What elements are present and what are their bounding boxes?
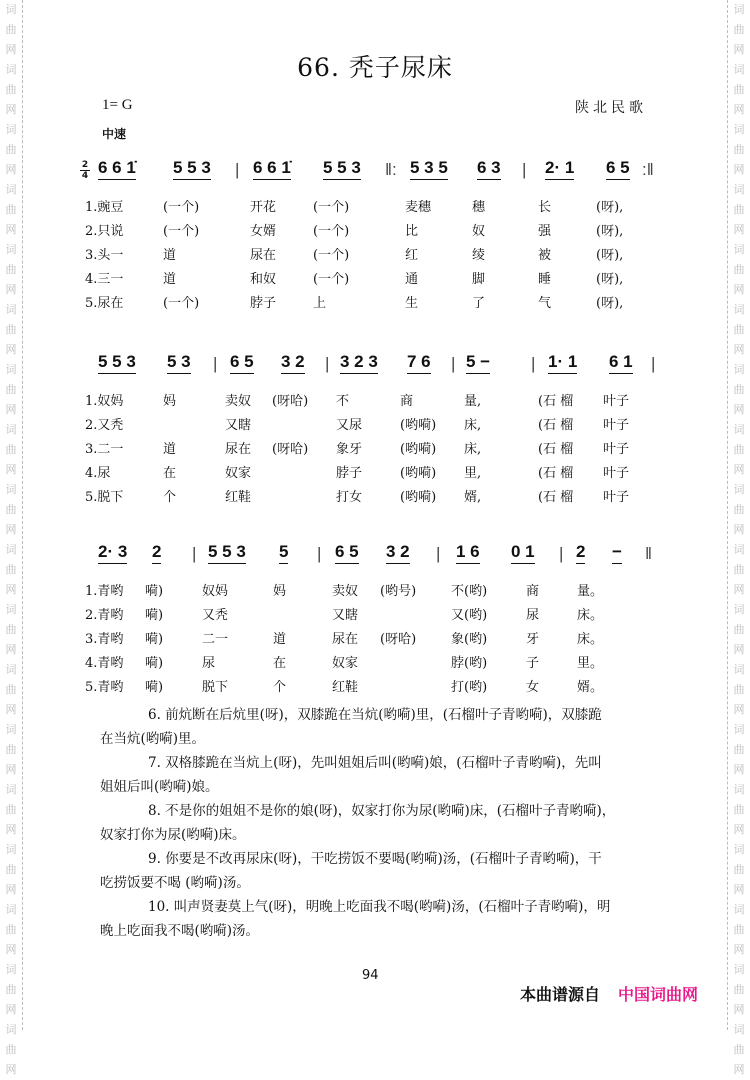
note-group: 6 5: [606, 158, 630, 180]
watermark-glyph: 曲: [5, 83, 17, 96]
lyric-cell: 婿,: [464, 490, 482, 505]
watermark-glyph: 曲: [733, 143, 745, 156]
note-group: 0 1: [511, 542, 535, 564]
lyric-cell: (石 榴: [538, 394, 574, 409]
song-title: 66. 秃子尿床: [297, 53, 453, 82]
lyric-cell: 牙: [526, 632, 540, 647]
lyric-cell: 商: [400, 394, 414, 409]
credit-brand[interactable]: 中国词曲网: [618, 985, 699, 1004]
watermark-glyph: 词: [5, 963, 17, 976]
watermark-glyph: 词: [5, 723, 17, 736]
note-group: 6 6 1̇: [98, 158, 136, 180]
note-group: 6 5: [230, 352, 254, 374]
watermark-glyph: 曲: [733, 563, 745, 576]
watermark-glyph: 词: [733, 783, 745, 796]
watermark-glyph: 词: [733, 963, 745, 976]
lyric-cell: (哟嗬): [400, 442, 437, 457]
lyric-cell: 床,: [464, 442, 482, 457]
lyric-cell: 又瞎: [332, 608, 359, 623]
watermark-glyph: 曲: [5, 683, 17, 696]
watermark-glyph: 网: [733, 943, 745, 956]
watermark-glyph: 网: [733, 43, 745, 56]
barline: |: [192, 544, 197, 563]
lyric-cell: (呀哈): [272, 442, 309, 457]
lyric-cell: 脖子: [250, 296, 277, 311]
lyric-cell: 2.只说: [85, 224, 124, 239]
lyric-cell: (哟号): [380, 584, 417, 599]
watermark-glyph: 词: [733, 543, 745, 556]
lyric-cell: 卖奴: [225, 394, 252, 409]
watermark-glyph: 网: [5, 763, 17, 776]
verse-line: 10. 叫声贤妻莫上气(呀)，明晚上吃面我不喝(哟嗬)汤，(石榴叶子青哟嗬)，明: [148, 899, 611, 915]
watermark-glyph: 网: [733, 703, 745, 716]
watermark-right: [727, 0, 750, 1076]
barline: :‖: [642, 160, 654, 179]
lyric-cell: 象牙: [336, 442, 363, 457]
lyric-cell: (石 榴: [538, 466, 574, 481]
key-signature: 1= G: [102, 97, 133, 113]
watermark-glyph: 网: [5, 103, 17, 116]
watermark-glyph: 曲: [5, 503, 17, 516]
lyric-cell: 叶子: [603, 394, 630, 409]
watermark-glyph: 词: [5, 1023, 17, 1036]
verse-line: 吃捞饭要不喝 (哟嗬)汤。: [100, 875, 250, 891]
credit-prefix: 本曲谱源自: [520, 985, 601, 1004]
watermark-left: [0, 0, 23, 1076]
lyric-cell: 比: [405, 224, 419, 239]
lyric-cell: 长: [538, 200, 552, 215]
watermark-glyph: 网: [733, 103, 745, 116]
lyric-cell: 红鞋: [332, 680, 359, 695]
watermark-glyph: 曲: [5, 803, 17, 816]
lyric-cell: 床。: [577, 608, 604, 623]
lyric-cell: 子: [526, 656, 540, 671]
lyric-cell: 2.青哟: [85, 608, 124, 623]
watermark-glyph: 词: [733, 243, 745, 256]
watermark-glyph: 网: [733, 1003, 745, 1016]
barline: |: [213, 354, 218, 373]
lyric-cell: 女婿: [250, 224, 277, 239]
lyric-cell: 和奴: [250, 272, 277, 287]
song-source: 陕北民歌: [575, 100, 647, 116]
lyric-cell: 嗬): [145, 680, 164, 695]
lyric-cell: (哟嗬): [400, 490, 437, 505]
note-group: 5 5 3: [208, 542, 246, 564]
lyric-cell: (呀),: [596, 272, 624, 287]
note-group: 5: [279, 542, 288, 564]
watermark-glyph: 网: [5, 523, 17, 536]
verse-line: 9. 你要是不改再尿床(呀)，干吃捞饭不要喝(哟嗬)汤，(石榴叶子青哟嗬)，干: [148, 851, 602, 867]
lyric-cell: 道: [163, 248, 177, 263]
watermark-glyph: 词: [733, 1023, 745, 1036]
note-group: 2: [576, 542, 585, 564]
watermark-glyph: 词: [5, 603, 17, 616]
watermark-glyph: 网: [733, 283, 745, 296]
lyric-cell: 商: [526, 584, 540, 599]
time-signature: 2 4: [81, 160, 89, 181]
watermark-glyph: 曲: [733, 683, 745, 696]
note-group: 5 3: [167, 352, 191, 374]
lyric-cell: 尿在: [225, 442, 252, 457]
lyric-cell: (石 榴: [538, 490, 574, 505]
watermark-glyph: 网: [5, 223, 17, 236]
lyric-cell: 里。: [577, 656, 604, 671]
watermark-glyph: 词: [733, 603, 745, 616]
barline: |: [559, 544, 564, 563]
lyric-cell: 妈: [163, 394, 177, 409]
note-group: 5 5 3: [98, 352, 136, 374]
lyric-cell: 道: [273, 632, 287, 647]
lyric-cell: 上: [313, 296, 327, 311]
note-group: 5 5 3: [323, 158, 361, 180]
lyric-cell: (呀),: [596, 248, 624, 263]
barline: |: [317, 544, 322, 563]
lyric-cell: 量,: [464, 394, 482, 409]
lyric-cell: 婿。: [577, 680, 604, 695]
note-group: 5 3 5: [410, 158, 448, 180]
source-credit: [520, 982, 698, 1005]
verse-line: 奴家打你为尿(哟嗬)床。: [100, 827, 246, 843]
lyric-cell: (一个): [163, 224, 200, 239]
watermark-glyph: 网: [733, 643, 745, 656]
watermark-glyph: 词: [5, 363, 17, 376]
watermark-glyph: 曲: [5, 863, 17, 876]
lyric-cell: 道: [163, 442, 177, 457]
lyric-cell: 5.尿在: [85, 296, 124, 311]
lyric-cell: 道: [163, 272, 177, 287]
barline: |: [531, 354, 536, 373]
watermark-glyph: 网: [733, 463, 745, 476]
lyric-cell: 个: [163, 490, 177, 505]
lyric-cell: (一个): [313, 272, 350, 287]
lyric-cell: 奴家: [332, 656, 359, 671]
lyric-cell: (一个): [163, 200, 200, 215]
watermark-glyph: 网: [733, 763, 745, 776]
watermark-glyph: 曲: [5, 563, 17, 576]
lyric-cell: 又尿: [336, 418, 363, 433]
lyric-cell: 奴家: [225, 466, 252, 481]
lyric-cell: 脚: [472, 272, 486, 287]
watermark-glyph: 词: [733, 183, 745, 196]
lyric-cell: 睡: [538, 272, 552, 287]
watermark-glyph: 曲: [733, 803, 745, 816]
lyric-cell: 象(哟): [451, 632, 488, 647]
lyric-cell: 卖奴: [332, 584, 359, 599]
lyric-cell: 2.又秃: [85, 418, 124, 433]
lyric-cell: 又(哟): [451, 608, 488, 623]
lyric-cell: 了: [472, 296, 486, 311]
watermark-glyph: 网: [733, 1063, 745, 1076]
watermark-glyph: 曲: [5, 743, 17, 756]
lyric-cell: 红鞋: [225, 490, 252, 505]
watermark-glyph: 网: [5, 163, 17, 176]
barline: ‖: [645, 544, 653, 563]
watermark-glyph: 网: [733, 523, 745, 536]
lyric-cell: 二一: [202, 632, 229, 647]
tempo-marking: 中速: [102, 127, 127, 141]
watermark-glyph: 曲: [5, 23, 17, 36]
watermark-glyph: 网: [733, 223, 745, 236]
lyric-cell: 叶子: [603, 466, 630, 481]
lyric-cell: 不(哟): [451, 584, 488, 599]
note-group: 3 2: [281, 352, 305, 374]
lyric-cell: 叶子: [603, 418, 630, 433]
watermark-glyph: 曲: [733, 383, 745, 396]
lyric-cell: 嗬): [145, 632, 164, 647]
lyric-cell: 嗬): [145, 584, 164, 599]
lyric-cell: (石 榴: [538, 418, 574, 433]
watermark-glyph: 曲: [5, 203, 17, 216]
lyric-cell: 脖(哟): [451, 656, 488, 671]
note-group: 7 6: [407, 352, 431, 374]
watermark-glyph: 网: [5, 1003, 17, 1016]
barline: |: [522, 160, 527, 179]
watermark-glyph: 网: [733, 823, 745, 836]
lyric-cell: 尿在: [332, 632, 359, 647]
watermark-glyph: 网: [733, 883, 745, 896]
lyric-cell: 床,: [464, 418, 482, 433]
lyric-cell: 开花: [250, 200, 277, 215]
watermark-glyph: 网: [5, 403, 17, 416]
barline: ‖:: [385, 160, 397, 179]
lyric-cell: (呀哈): [272, 394, 309, 409]
lyric-cell: 3.青哟: [85, 632, 124, 647]
watermark-glyph: 曲: [733, 623, 745, 636]
lyric-cell: 1.豌豆: [85, 200, 124, 215]
verse-paragraph: [100, 847, 665, 895]
watermark-glyph: 网: [733, 583, 745, 596]
lyric-cell: 不: [336, 394, 350, 409]
note-group: 6 5: [335, 542, 359, 564]
verse-line: 6. 前炕断在后炕里(呀)，双膝跪在当炕(哟嗬)里，(石榴叶子青哟嗬)，双膝跪: [148, 707, 602, 723]
lyric-cell: 5.青哟: [85, 680, 124, 695]
watermark-glyph: 词: [733, 483, 745, 496]
watermark-glyph: 网: [733, 163, 745, 176]
watermark-glyph: 词: [5, 423, 17, 436]
watermark-glyph: 词: [5, 303, 17, 316]
lyric-cell: 在: [163, 466, 177, 481]
watermark-glyph: 曲: [733, 923, 745, 936]
watermark-glyph: 词: [5, 783, 17, 796]
watermark-glyph: 网: [5, 283, 17, 296]
watermark-glyph: 词: [733, 363, 745, 376]
watermark-glyph: 曲: [5, 263, 17, 276]
lyric-cell: 女: [526, 680, 540, 695]
barline: |: [235, 160, 240, 179]
watermark-glyph: 网: [733, 403, 745, 416]
verse-paragraph: [100, 751, 665, 799]
lyric-cell: (哟嗬): [400, 418, 437, 433]
verse-line: 7. 双格膝跪在当炕上(呀)，先叫姐姐后叫(哟嗬)娘，(石榴叶子青哟嗬)，先叫: [148, 755, 602, 771]
lyric-cell: 打女: [336, 490, 363, 505]
watermark-glyph: 网: [733, 343, 745, 356]
note-group: 6 1: [609, 352, 633, 374]
lyric-cell: 嗬): [145, 608, 164, 623]
lyric-cell: 奴妈: [202, 584, 229, 599]
lyric-cell: (一个): [313, 224, 350, 239]
watermark-glyph: 曲: [5, 923, 17, 936]
lyric-cell: (呀),: [596, 296, 624, 311]
barline: |: [651, 354, 656, 373]
watermark-glyph: 曲: [733, 443, 745, 456]
verse-paragraph: [100, 703, 665, 751]
watermark-glyph: 曲: [733, 323, 745, 336]
verse-line: 晚上吃面我不喝(哟嗬)汤。: [100, 923, 260, 939]
lyric-cell: 5.脱下: [85, 490, 124, 505]
watermark-glyph: 网: [5, 43, 17, 56]
verse-paragraph: [100, 895, 665, 943]
watermark-glyph: 词: [733, 423, 745, 436]
lyric-cell: 脖子: [336, 466, 363, 481]
watermark-glyph: 网: [5, 583, 17, 596]
lyric-cell: 又秃: [202, 608, 229, 623]
note-group: 1· 1: [548, 352, 577, 374]
verse-paragraph: [100, 799, 665, 847]
watermark-glyph: 词: [5, 183, 17, 196]
watermark-glyph: 词: [5, 543, 17, 556]
note-group: 2· 3: [98, 542, 127, 564]
lyric-cell: (呀),: [596, 200, 624, 215]
lyric-cell: 3.二一: [85, 442, 124, 457]
verse-line: 在当炕(哟嗬)里。: [100, 731, 206, 747]
watermark-glyph: 曲: [5, 1043, 17, 1056]
watermark-glyph: 曲: [5, 323, 17, 336]
lyric-cell: 嗬): [145, 656, 164, 671]
lyric-cell: 4.青哟: [85, 656, 124, 671]
watermark-glyph: 网: [5, 1063, 17, 1076]
watermark-glyph: 曲: [733, 983, 745, 996]
watermark-glyph: 词: [5, 843, 17, 856]
note-group: 6 3: [477, 158, 501, 180]
page-number: 94: [362, 968, 379, 983]
lyric-cell: 妈: [273, 584, 287, 599]
lyric-cell: 1.奴妈: [85, 394, 124, 409]
lyric-cell: (一个): [313, 248, 350, 263]
note-group: 1 6: [456, 542, 480, 564]
lyric-cell: (一个): [313, 200, 350, 215]
watermark-glyph: 词: [5, 123, 17, 136]
watermark-glyph: 词: [5, 483, 17, 496]
verse-line: 姐姐后叫(哟嗬)娘。: [100, 779, 219, 795]
watermark-glyph: 曲: [733, 743, 745, 756]
watermark-glyph: 词: [733, 723, 745, 736]
lyric-cell: (一个): [163, 296, 200, 311]
lyric-cell: (石 榴: [538, 442, 574, 457]
lyric-cell: 又瞎: [225, 418, 252, 433]
watermark-glyph: 曲: [733, 1043, 745, 1056]
watermark-glyph: 词: [733, 843, 745, 856]
barline: |: [451, 354, 456, 373]
watermark-glyph: 曲: [733, 263, 745, 276]
watermark-glyph: 词: [5, 63, 17, 76]
note-group: 2: [152, 542, 161, 564]
lyric-cell: 量。: [577, 584, 604, 599]
watermark-glyph: 网: [5, 703, 17, 716]
lyric-cell: 尿: [526, 608, 540, 623]
barline: |: [325, 354, 330, 373]
note-group: −: [612, 542, 622, 564]
watermark-glyph: 曲: [733, 83, 745, 96]
lyric-cell: 在: [273, 656, 287, 671]
watermark-glyph: 词: [5, 3, 17, 16]
watermark-glyph: 词: [733, 303, 745, 316]
lyric-cell: 叶子: [603, 490, 630, 505]
watermark-glyph: 词: [733, 63, 745, 76]
note-group: 3 2 3: [340, 352, 378, 374]
note-group: 6 6 1̇: [253, 158, 291, 180]
lyric-cell: 被: [538, 248, 552, 263]
lyric-cell: 脱下: [202, 680, 229, 695]
verse-line: 8. 不是你的姐姐不是你的娘(呀)，奴家打你为尿(哟嗬)床，(石榴叶子青哟嗬)，: [148, 803, 616, 819]
lyric-cell: 气: [538, 296, 552, 311]
lyric-cell: 1.青哟: [85, 584, 124, 599]
watermark-glyph: 曲: [5, 383, 17, 396]
watermark-glyph: 网: [5, 463, 17, 476]
watermark-glyph: 词: [733, 903, 745, 916]
lyric-cell: 麦穗: [405, 200, 432, 215]
watermark-glyph: 曲: [733, 203, 745, 216]
note-group: 3 2: [386, 542, 410, 564]
lyric-cell: 绫: [472, 248, 486, 263]
lyric-cell: 穗: [472, 200, 486, 215]
lyric-cell: 通: [405, 272, 419, 287]
watermark-glyph: 词: [5, 243, 17, 256]
watermark-glyph: 曲: [5, 443, 17, 456]
lyric-cell: 3.头一: [85, 248, 124, 263]
lyric-cell: 生: [405, 296, 419, 311]
watermark-glyph: 词: [733, 3, 745, 16]
lyric-cell: (哟嗬): [400, 466, 437, 481]
watermark-glyph: 曲: [5, 983, 17, 996]
lyric-cell: 尿: [202, 656, 216, 671]
lyric-cell: 奴: [472, 224, 486, 239]
watermark-glyph: 曲: [733, 503, 745, 516]
lyric-cell: 4.三一: [85, 272, 124, 287]
lyric-cell: 尿在: [250, 248, 277, 263]
watermark-glyph: 词: [5, 663, 17, 676]
watermark-glyph: 网: [5, 823, 17, 836]
watermark-glyph: 曲: [733, 23, 745, 36]
lyric-cell: (呀),: [596, 224, 624, 239]
watermark-glyph: 网: [5, 943, 17, 956]
lyric-cell: 叶子: [603, 442, 630, 457]
lyric-cell: 打(哟): [451, 680, 488, 695]
lyric-cell: 里,: [464, 466, 482, 481]
watermark-glyph: 网: [5, 883, 17, 896]
lyric-cell: 床。: [577, 632, 604, 647]
lyric-cell: (呀哈): [380, 632, 417, 647]
watermark-glyph: 曲: [5, 143, 17, 156]
watermark-glyph: 词: [733, 663, 745, 676]
lyric-cell: 个: [273, 680, 287, 695]
lyric-cell: 4.尿: [85, 466, 111, 481]
note-group: 2· 1: [545, 158, 574, 180]
barline: |: [436, 544, 441, 563]
watermark-glyph: 词: [733, 123, 745, 136]
watermark-glyph: 词: [5, 903, 17, 916]
note-group: 5 −: [466, 352, 490, 374]
note-group: 5 5 3: [173, 158, 211, 180]
lyric-cell: 强: [538, 224, 552, 239]
watermark-glyph: 网: [5, 643, 17, 656]
watermark-glyph: 网: [5, 343, 17, 356]
lyric-cell: 红: [405, 248, 419, 263]
watermark-glyph: 曲: [733, 863, 745, 876]
watermark-glyph: 曲: [5, 623, 17, 636]
